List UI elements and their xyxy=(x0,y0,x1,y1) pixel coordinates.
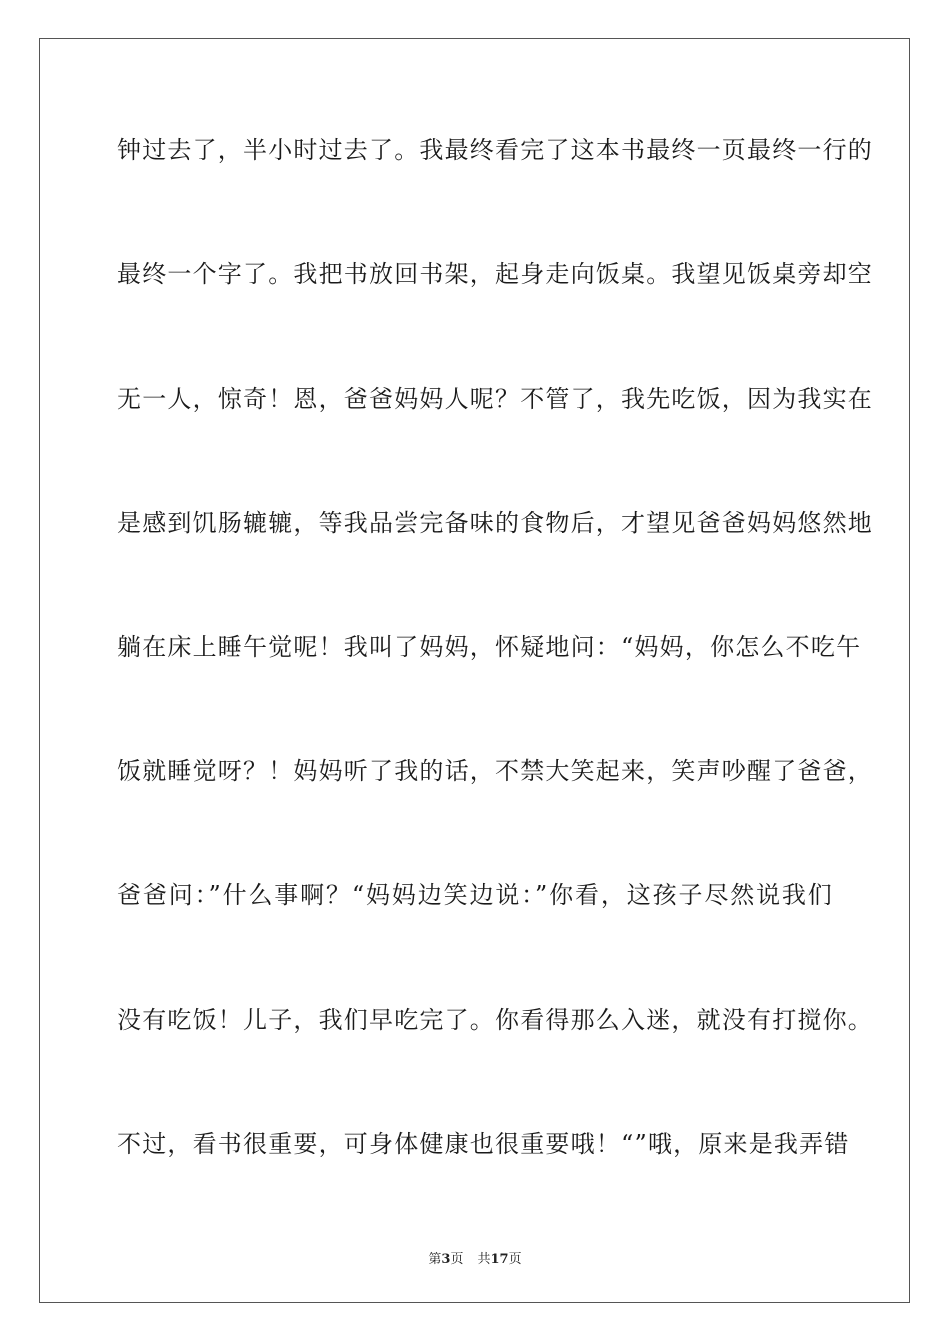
text-line: 钟过去了，半小时过去了。我最终看完了这本书最终一页最终一行的 xyxy=(117,136,873,164)
page-footer xyxy=(0,1248,950,1267)
total-prefix: 共 xyxy=(477,1252,491,1267)
page-prefix: 第 xyxy=(428,1252,442,1267)
total-page-count: 17 xyxy=(490,1252,509,1267)
text-line: 没有吃饭！儿子，我们早吃完了。你看得那么入迷，就没有打搅你。 xyxy=(117,1006,873,1034)
text-line: 是感到饥肠辘辘，等我品尝完备味的食物后，才望见爸爸妈妈悠然地 xyxy=(117,509,873,537)
text-line: 爸爸问：”什么事啊？“妈妈边笑边说：”你看，这孩子尽然说我们 xyxy=(117,881,833,909)
text-line: 最终一个字了。我把书放回书架，起身走向饭桌。我望见饭桌旁却空 xyxy=(117,260,873,288)
text-line: 饭就睡觉呀？！妈妈听了我的话，不禁大笑起来，笑声吵醒了爸爸， xyxy=(117,757,873,785)
total-suffix: 页 xyxy=(508,1252,522,1267)
text-line: 躺在床上睡午觉呢！我叫了妈妈，怀疑地问：“妈妈，你怎么不吃午 xyxy=(117,633,862,661)
text-line: 不过，看书很重要，可身体健康也很重要哦！“”哦，原来是我弄错 xyxy=(117,1130,850,1158)
current-page-number: 3 xyxy=(441,1252,451,1267)
text-line: 无一人，惊奇！恩，爸爸妈妈人呢？不管了，我先吃饭，因为我实在 xyxy=(117,385,873,413)
page-suffix: 页 xyxy=(450,1252,464,1267)
